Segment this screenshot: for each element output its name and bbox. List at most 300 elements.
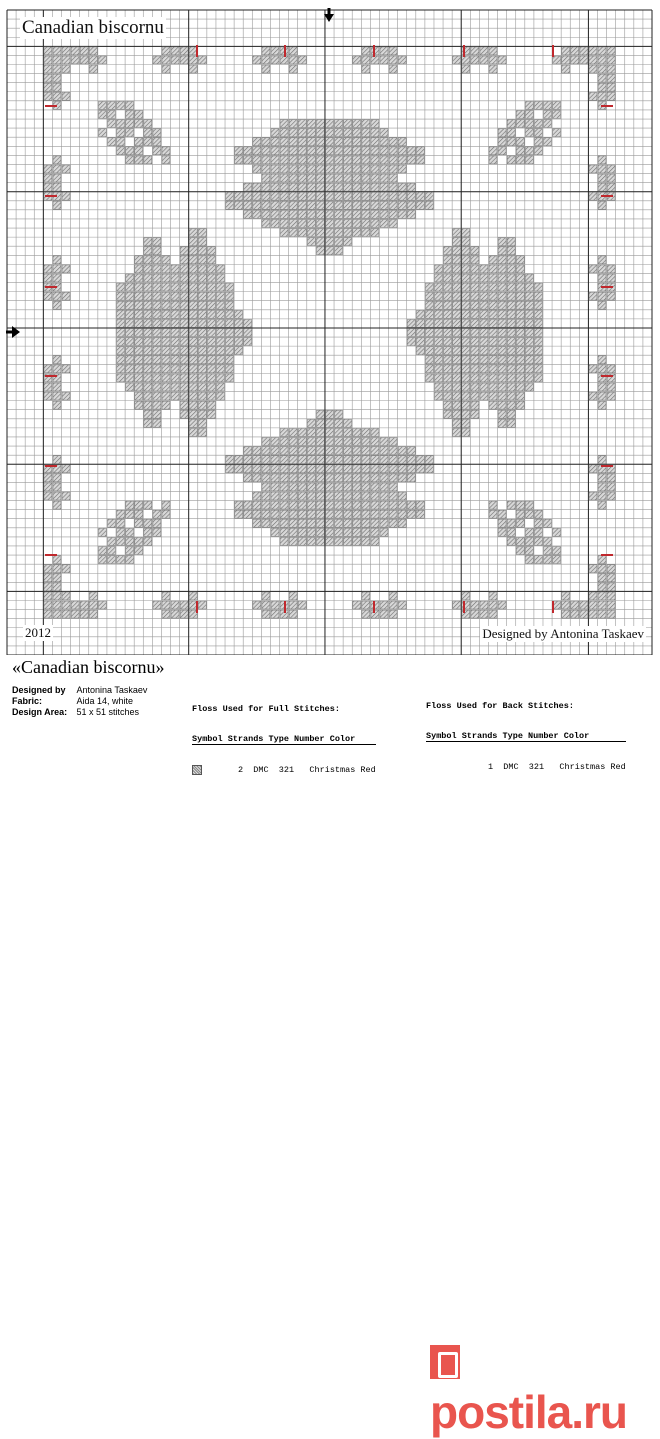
stitch-cell [108, 138, 116, 146]
stitch-cell [298, 474, 306, 482]
stitch-cell [307, 183, 315, 191]
stitch-cell [507, 374, 515, 382]
stitch-cell [53, 401, 61, 409]
stitch-cell [444, 329, 452, 337]
stitch-cell [453, 292, 461, 300]
stitch-cell [489, 310, 497, 318]
stitch-cell [153, 147, 161, 155]
stitch-cell [289, 528, 297, 536]
stitch-cell [180, 329, 188, 337]
stitch-cell [416, 465, 424, 473]
stitch-cell [516, 120, 524, 128]
stitch-cell [516, 392, 524, 400]
stitch-cell [525, 283, 533, 291]
stitch-cell [53, 274, 61, 282]
stitch-cell [244, 210, 252, 218]
stitch-cell [253, 519, 261, 527]
stitch-cell [425, 292, 433, 300]
stitch-cell [271, 601, 279, 609]
stitch-cell [153, 383, 161, 391]
stitch-cell [598, 574, 606, 582]
stitch-cell [244, 192, 252, 200]
stitch-cell [326, 519, 334, 527]
stitch-cell [307, 156, 315, 164]
stitch-cell [53, 183, 61, 191]
stitch-cell [189, 401, 197, 409]
stitch-cell [462, 301, 470, 309]
stitch-cell [416, 338, 424, 346]
stitch-cell [244, 329, 252, 337]
stitch-cell [607, 565, 615, 573]
stitch-cell [498, 510, 506, 518]
stitch-cell [398, 474, 406, 482]
stitch-cell [471, 383, 479, 391]
stitch-cell [180, 265, 188, 273]
stitch-cell [462, 265, 470, 273]
stitch-cell [44, 492, 52, 500]
stitch-cell [126, 538, 134, 546]
stitch-cell [371, 129, 379, 137]
stitch-cell [344, 183, 352, 191]
stitch-cell [453, 419, 461, 427]
stitch-cell [607, 92, 615, 100]
stitch-cell [198, 419, 206, 427]
stitch-cell [326, 483, 334, 491]
stitch-cell [353, 538, 361, 546]
stitch-cell [253, 183, 261, 191]
stitch-cell [362, 474, 370, 482]
stitch-cell [135, 383, 143, 391]
stitch-cell [144, 528, 152, 536]
stitch-cell [53, 292, 61, 300]
stitch-cell [53, 492, 61, 500]
stitch-cell [108, 101, 116, 109]
stitch-cell [371, 492, 379, 500]
stitch-cell [480, 374, 488, 382]
stitch-cell [525, 374, 533, 382]
stitch-cell [607, 601, 615, 609]
stitch-cell [271, 210, 279, 218]
stitch-cell [298, 220, 306, 228]
stitch-cell [62, 47, 70, 55]
stitch-cell [180, 392, 188, 400]
stitch-cell [371, 183, 379, 191]
stitch-cell [353, 483, 361, 491]
stitch-cell [153, 319, 161, 327]
stitch-cell [189, 338, 197, 346]
stitch-cell [144, 138, 152, 146]
stitch-cell [335, 519, 343, 527]
stitch-cell [462, 428, 470, 436]
stitch-cell [180, 365, 188, 373]
stitch-cell [435, 292, 443, 300]
stitch-cell [507, 138, 515, 146]
stitch-cell [444, 274, 452, 282]
stitch-cell [353, 465, 361, 473]
stitch-cell [144, 365, 152, 373]
stitch-cell [144, 120, 152, 128]
stitch-cell [407, 183, 415, 191]
stitch-cell [189, 274, 197, 282]
stitch-cell [407, 210, 415, 218]
stitch-cell [326, 465, 334, 473]
stitch-cell [235, 465, 243, 473]
stitch-cell [180, 274, 188, 282]
stitch-cell [362, 201, 370, 209]
stitch-cell [198, 274, 206, 282]
stitch-cell [516, 338, 524, 346]
stitch-cell [126, 356, 134, 364]
stitch-cell [335, 183, 343, 191]
stitch-cell [62, 365, 70, 373]
stitch-cell [444, 319, 452, 327]
stitch-cell [489, 592, 497, 600]
stitch-cell [135, 547, 143, 555]
stitch-cell [371, 538, 379, 546]
stitch-cell [135, 501, 143, 509]
stitch-cell [144, 292, 152, 300]
stitch-cell [289, 456, 297, 464]
stitch-cell [162, 265, 170, 273]
stitch-cell [171, 301, 179, 309]
stitch-cell [562, 65, 570, 73]
stitch-cell [435, 365, 443, 373]
stitch-cell [135, 256, 143, 264]
stitch-cell [471, 56, 479, 64]
stitch-cell [335, 483, 343, 491]
stitch-cell [271, 220, 279, 228]
stitch-cell [307, 238, 315, 246]
stitch-cell [498, 247, 506, 255]
stitch-cell [62, 192, 70, 200]
stitch-cell [335, 229, 343, 237]
stitch-cell [480, 283, 488, 291]
stitch-cell [280, 447, 288, 455]
stitch-cell [498, 410, 506, 418]
stitch-cell [198, 56, 206, 64]
stitch-cell [262, 210, 270, 218]
stitch-cell [489, 65, 497, 73]
stitch-cell [598, 256, 606, 264]
stitch-cell [589, 592, 597, 600]
stitch-cell [453, 374, 461, 382]
stitch-cell [271, 465, 279, 473]
stitch-cell [180, 347, 188, 355]
stitch-cell [253, 492, 261, 500]
stitch-cell [535, 329, 543, 337]
stitch-cell [380, 147, 388, 155]
stitch-cell [462, 292, 470, 300]
designed-by-row [12, 685, 147, 695]
stitch-cell [44, 592, 52, 600]
stitch-cell [135, 111, 143, 119]
stitch-cell [335, 210, 343, 218]
stitch-cell [344, 138, 352, 146]
stitch-cell [344, 201, 352, 209]
stitch-cell [98, 56, 106, 64]
stitch-cell [44, 574, 52, 582]
stitch-cell [280, 492, 288, 500]
stitch-cell [53, 574, 61, 582]
stitch-cell [171, 383, 179, 391]
stitch-cell [435, 265, 443, 273]
stitch-cell [80, 601, 88, 609]
stitch-cell [180, 283, 188, 291]
stitch-cell [307, 192, 315, 200]
stitch-cell [135, 538, 143, 546]
stitch-cell [126, 528, 134, 536]
stitch-cell [507, 238, 515, 246]
stitch-cell [171, 374, 179, 382]
stitch-cell [253, 165, 261, 173]
stitch-cell [371, 174, 379, 182]
stitch-cell [407, 501, 415, 509]
stitch-cell [389, 519, 397, 527]
stitch-cell [171, 47, 179, 55]
stitch-cell [471, 329, 479, 337]
stitch-cell [226, 347, 234, 355]
stitch-cell [298, 156, 306, 164]
stitch-cell [244, 156, 252, 164]
stitch-cell [480, 365, 488, 373]
stitch-cell [144, 401, 152, 409]
stitch-cell [153, 138, 161, 146]
chart-year: 2012 [25, 625, 51, 640]
stitch-cell [80, 56, 88, 64]
stitch-cell [389, 510, 397, 518]
stitch-cell [607, 483, 615, 491]
stitch-cell [535, 538, 543, 546]
stitch-cell [335, 438, 343, 446]
stitch-cell [126, 292, 134, 300]
stitch-cell [53, 383, 61, 391]
stitch-cell [507, 501, 515, 509]
stitch-cell [498, 392, 506, 400]
stitch-cell [262, 174, 270, 182]
stitch-cell [525, 129, 533, 137]
stitch-cell [407, 201, 415, 209]
stitch-cell [362, 528, 370, 536]
stitch-cell [462, 319, 470, 327]
stitch-cell [162, 383, 170, 391]
stitch-cell [126, 156, 134, 164]
stitch-cell [316, 138, 324, 146]
stitch-cell [44, 83, 52, 91]
stitch-cell [280, 456, 288, 464]
stitch-cell [471, 310, 479, 318]
stitch-cell [244, 474, 252, 482]
stitch-cell [489, 292, 497, 300]
stitch-cell [353, 120, 361, 128]
stitch-cell [535, 301, 543, 309]
stitch-cell [462, 356, 470, 364]
stitch-cell [217, 356, 225, 364]
stitch-cell [489, 601, 497, 609]
stitch-cell [217, 274, 225, 282]
stitch-cell [307, 138, 315, 146]
stitch-cell [117, 374, 125, 382]
stitch-cell [489, 383, 497, 391]
stitch-cell [444, 265, 452, 273]
stitch-cell [453, 383, 461, 391]
stitch-cell [117, 129, 125, 137]
stitch-cell [425, 465, 433, 473]
stitch-cell [217, 265, 225, 273]
stitch-cell [525, 510, 533, 518]
stitch-cell [153, 374, 161, 382]
stitch-cell [298, 174, 306, 182]
stitch-cell [153, 510, 161, 518]
stitch-cell [525, 547, 533, 555]
stitch-cell [289, 220, 297, 228]
stitch-cell [453, 56, 461, 64]
stitch-cell [307, 220, 315, 228]
stitch-cell [380, 528, 388, 536]
stitch-cell [244, 183, 252, 191]
stitch-cell [598, 474, 606, 482]
stitch-cell [316, 201, 324, 209]
stitch-cell [562, 610, 570, 618]
stitch-cell [271, 138, 279, 146]
stitch-cell [489, 510, 497, 518]
stitch-cell [444, 401, 452, 409]
stitch-cell [571, 601, 579, 609]
stitch-cell [589, 492, 597, 500]
stitch-cell [371, 210, 379, 218]
stitch-cell [389, 438, 397, 446]
stitch-cell [126, 101, 134, 109]
stitch-cell [326, 183, 334, 191]
stitch-cell [271, 174, 279, 182]
stitch-cell [489, 338, 497, 346]
stitch-cell [553, 528, 561, 536]
stitch-cell [535, 338, 543, 346]
stitch-cell [471, 392, 479, 400]
stitch-cell [262, 165, 270, 173]
stitch-cell [71, 610, 79, 618]
stitch-cell [144, 156, 152, 164]
stitch-cell [298, 147, 306, 155]
stitch-cell [471, 601, 479, 609]
stitch-cell [398, 447, 406, 455]
stitch-cell [326, 492, 334, 500]
left-arrow-icon [6, 331, 12, 334]
stitch-cell [589, 465, 597, 473]
stitch-cell [489, 374, 497, 382]
stitch-cell [153, 265, 161, 273]
stitch-cell [198, 292, 206, 300]
stitch-cell [425, 456, 433, 464]
stitch-cell [589, 265, 597, 273]
stitch-cell [180, 401, 188, 409]
stitch-cell [189, 365, 197, 373]
stitch-cell [353, 174, 361, 182]
stitch-cell [298, 438, 306, 446]
stitch-cell [462, 56, 470, 64]
stitch-cell [253, 138, 261, 146]
stitch-cell [298, 456, 306, 464]
stitch-cell [316, 492, 324, 500]
stitch-cell [598, 65, 606, 73]
stitch-cell [371, 528, 379, 536]
stitch-cell [507, 383, 515, 391]
stitch-cell [307, 174, 315, 182]
back-stitch-header: Floss Used for Back Stitches: [426, 701, 574, 711]
stitch-cell [316, 247, 324, 255]
stitch-cell [171, 283, 179, 291]
stitch-cell [198, 601, 206, 609]
stitch-cell [444, 365, 452, 373]
stitch-cell [416, 510, 424, 518]
stitch-cell [307, 129, 315, 137]
stitch-cell [326, 129, 334, 137]
stitch-cell [135, 265, 143, 273]
stitch-cell [516, 265, 524, 273]
stitch-cell [353, 474, 361, 482]
stitch-cell [271, 501, 279, 509]
stitch-cell [135, 138, 143, 146]
stitch-cell [135, 392, 143, 400]
stitch-cell [262, 519, 270, 527]
stitch-cell [507, 120, 515, 128]
stitch-cell [598, 56, 606, 64]
stitch-cell [271, 147, 279, 155]
stitch-cell [326, 192, 334, 200]
stitch-cell [498, 374, 506, 382]
stitch-cell [144, 419, 152, 427]
stitch-cell [562, 592, 570, 600]
stitch-cell [198, 347, 206, 355]
full-stitch-columns: Symbol Strands Type Number Color [192, 734, 376, 745]
stitch-cell [53, 592, 61, 600]
stitch-cell [53, 456, 61, 464]
stitch-cell [416, 329, 424, 337]
stitch-cell [262, 474, 270, 482]
stitch-cell [353, 519, 361, 527]
stitch-cell [444, 256, 452, 264]
stitch-cell [289, 438, 297, 446]
stitch-cell [153, 283, 161, 291]
stitch-cell [407, 474, 415, 482]
stitch-cell [135, 401, 143, 409]
stitch-cell [144, 356, 152, 364]
stitch-cell [571, 56, 579, 64]
stitch-cell [144, 256, 152, 264]
stitch-cell [144, 538, 152, 546]
stitch-cell [280, 538, 288, 546]
stitch-cell [598, 556, 606, 564]
stitch-cell [362, 65, 370, 73]
stitch-cell [353, 229, 361, 237]
stitch-cell [244, 456, 252, 464]
stitch-cell [353, 220, 361, 228]
stitch-cell [226, 356, 234, 364]
stitch-cell [289, 192, 297, 200]
stitch-cell [189, 229, 197, 237]
stitch-cell [144, 283, 152, 291]
stitch-cell [289, 47, 297, 55]
stitch-cell [126, 510, 134, 518]
stitch-cell [126, 310, 134, 318]
stitch-cell [280, 483, 288, 491]
stitch-cell [498, 274, 506, 282]
stitch-cell [362, 138, 370, 146]
stitch-cell [207, 274, 215, 282]
stitch-cell [144, 374, 152, 382]
stitch-cell [217, 347, 225, 355]
stitch-cell [53, 265, 61, 273]
stitch-cell [262, 183, 270, 191]
